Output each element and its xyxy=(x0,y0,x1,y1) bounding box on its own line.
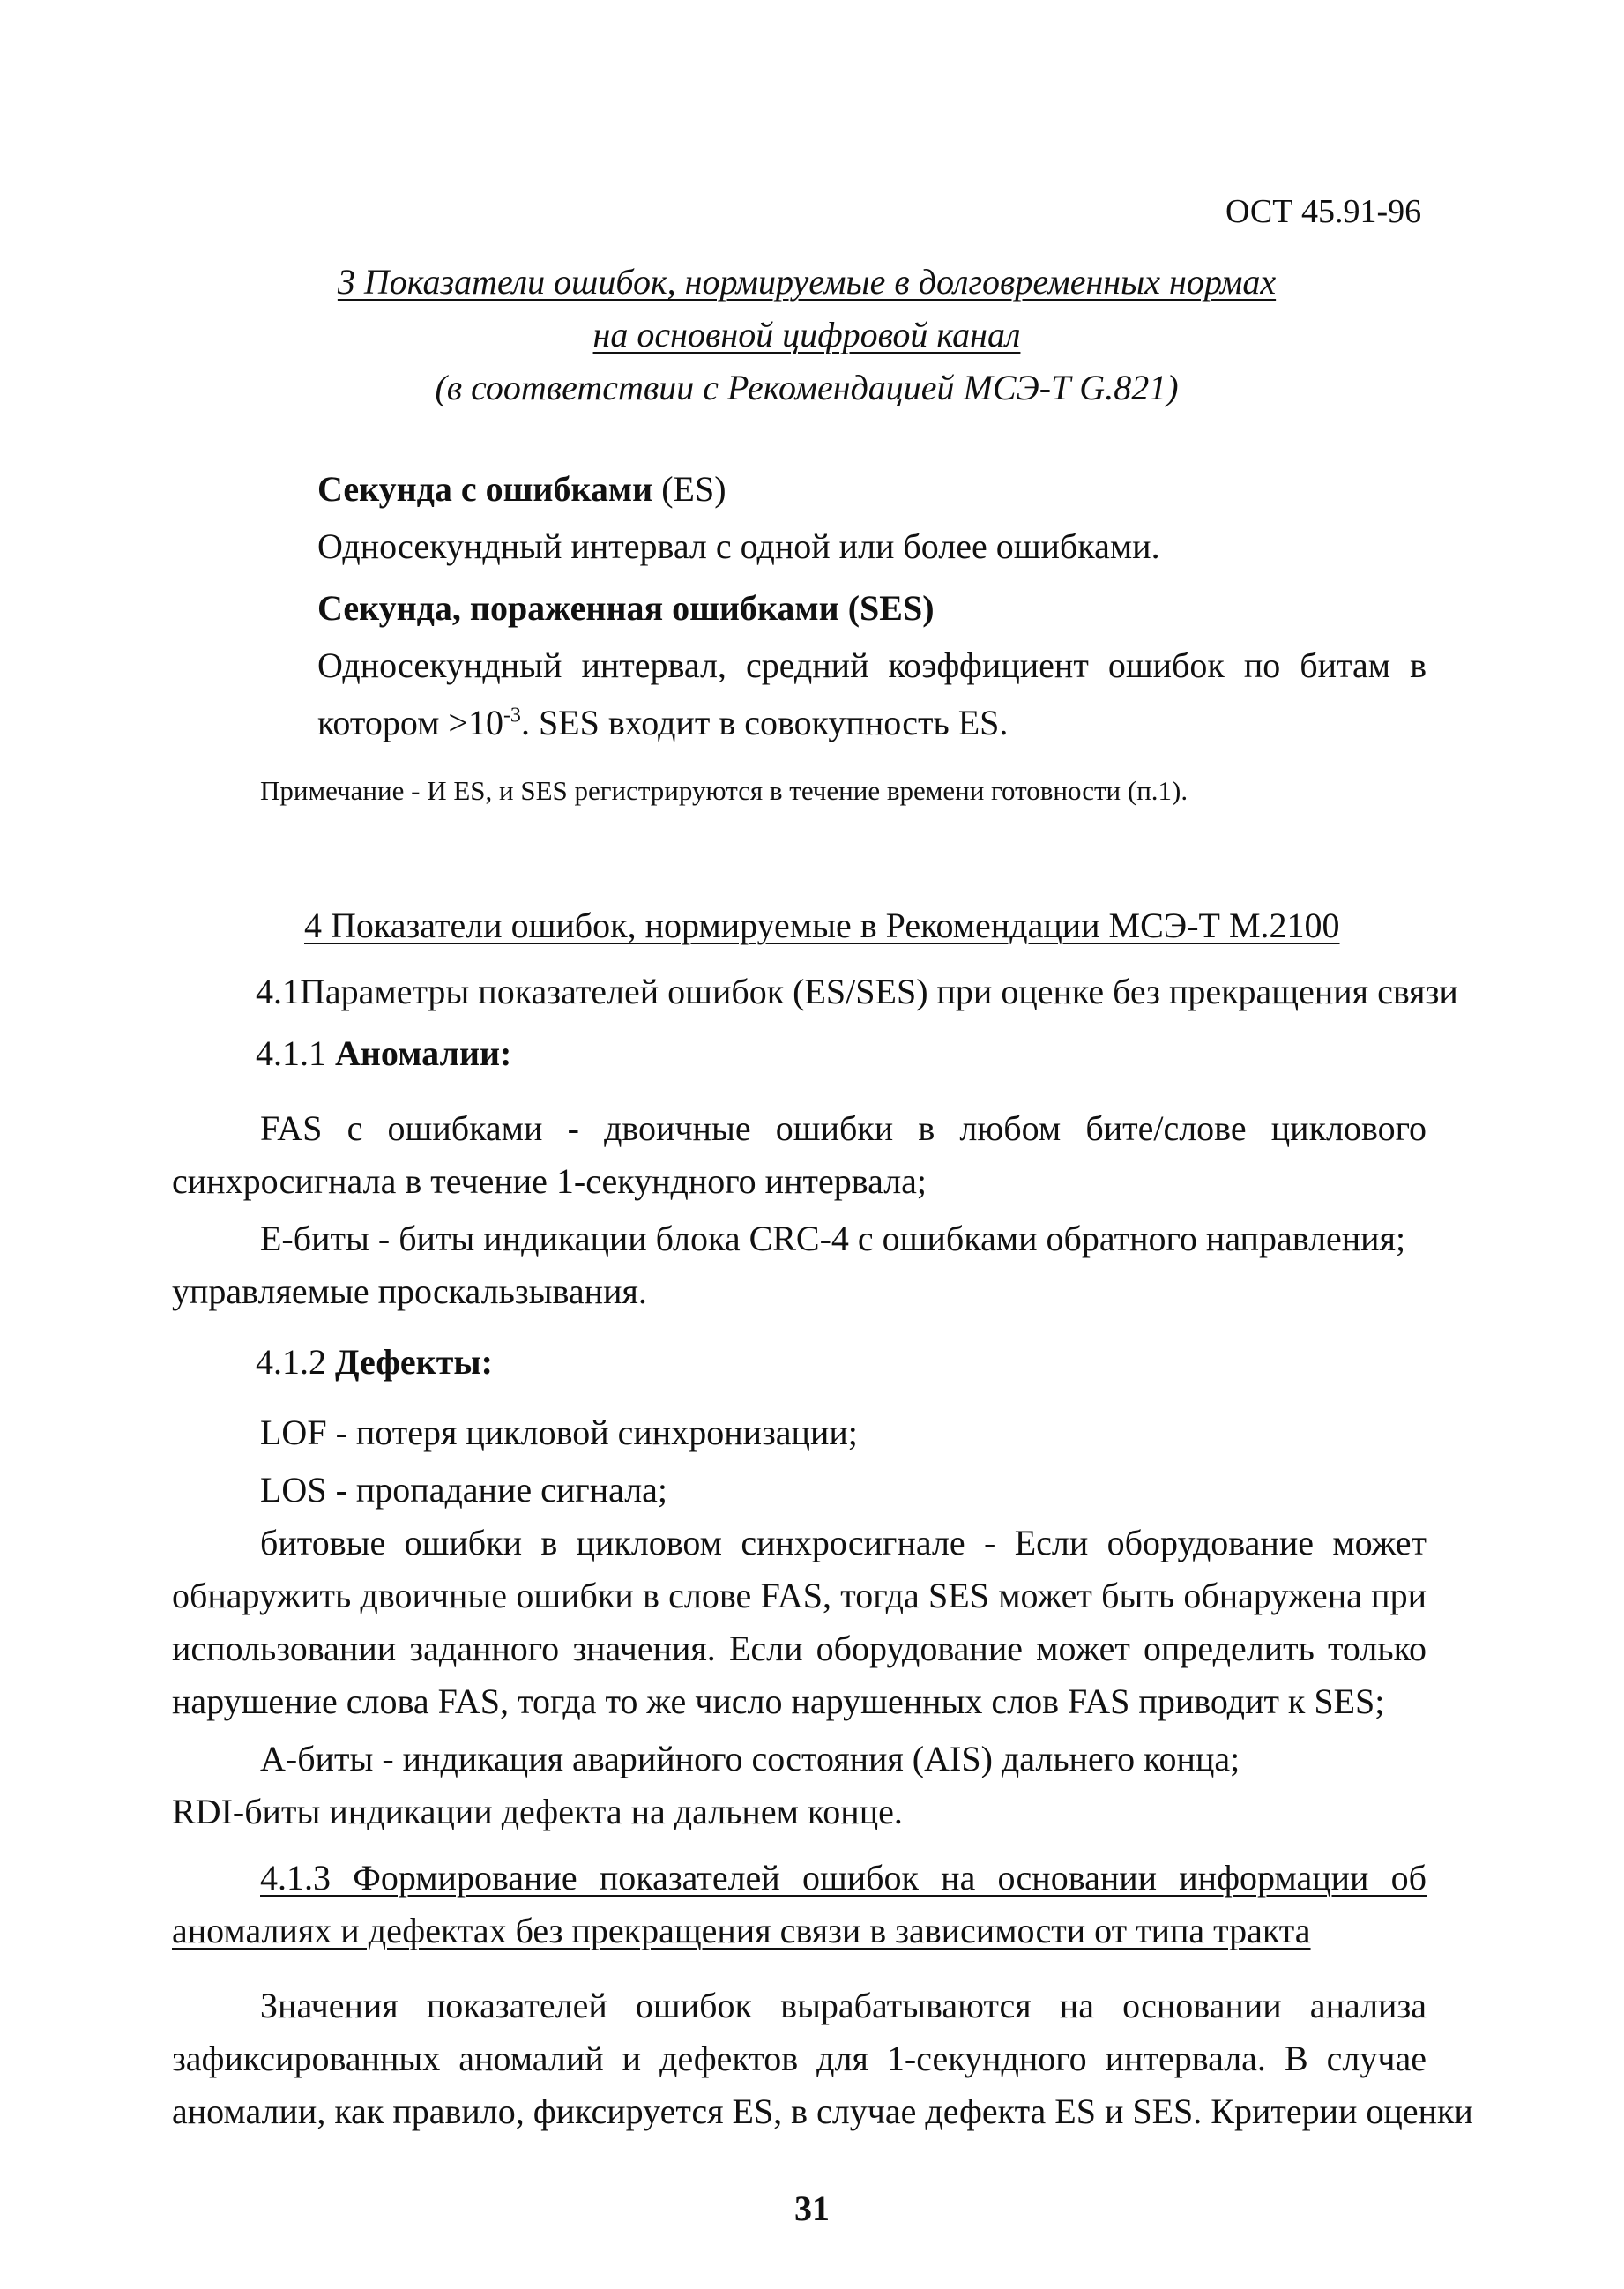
ses-definition-line1: Односекундный интервал, средний коэффициент ошибок по битам в xyxy=(317,645,1427,685)
ebits-line2: управляемые проскальзывания. xyxy=(172,1271,647,1311)
biterr-line1: битовые ошибки в цикловом синхросигнале - Если оборудование может xyxy=(260,1523,1427,1562)
para-4-1-3-line2: аномалиях и дефектах без прекращения связи в зависимости от типа тракта xyxy=(172,1911,1311,1950)
abits-item: А-биты - индикация аварийного состояния (AIS) дальнего конца; xyxy=(260,1739,1240,1778)
ebits-line1: Е-биты - биты индикации блока CRC-4 с ошибками обратного направления; xyxy=(260,1219,1406,1258)
values-line2: зафиксированных аномалий и дефектов для 1-секундного интервала. В случае xyxy=(172,2039,1427,2078)
ses-heading: Секунда, пораженная ошибками (SES) xyxy=(317,588,935,628)
biterr-line3: использовании заданного значения. Если оборудование может определить только xyxy=(172,1629,1427,1668)
los-item: LOS - пропадание сигнала; xyxy=(260,1470,668,1510)
para-4-1-2 xyxy=(256,1336,493,1389)
es-abbr: (ES) xyxy=(661,469,726,509)
para-4-1-1-number: 4.1.1 xyxy=(256,1033,326,1073)
rdi-item: RDI-биты индикации дефекта на дальнем конце. xyxy=(172,1792,903,1831)
es-heading-line xyxy=(317,463,726,516)
document-code: ОСТ 45.91-96 xyxy=(1225,193,1422,230)
biterr-line4: нарушение слова FAS, тогда то же число нарушенных слов FAS приводит к SES; xyxy=(172,1681,1385,1721)
ses-def-pre: котором >10 xyxy=(317,703,503,742)
para-4-1-2-heading: Дефекты: xyxy=(335,1342,493,1382)
section3-note: Примечание - И ES, и SES регистрируются в течение времени готовности (п.1). xyxy=(260,775,1188,806)
section3-title-line1: 3 Показатели ошибок, нормируемые в долговременных нормах xyxy=(337,262,1277,302)
section3-title-line2: на основной цифровой канал xyxy=(592,315,1021,354)
page-number: 31 xyxy=(794,2188,830,2228)
fas-line2: синхросигнала в течение 1-секундного интервала; xyxy=(172,1161,927,1201)
para-4-1-3-line1: 4.1.3 Формирование показателей ошибок на основании информации об xyxy=(260,1858,1427,1898)
es-definition: Односекундный интервал с одной или более ошибками. xyxy=(317,526,1160,566)
biterr-line2: обнаружить двоичные ошибки в слове FAS, тогда SES может быть обнаружена при xyxy=(172,1576,1427,1615)
values-line1: Значения показателей ошибок вырабатываются на основании анализа xyxy=(260,1986,1427,2025)
section3-subtitle: (в соответствии с Рекомендацией МСЭ-Т G.821) xyxy=(435,368,1179,407)
fas-line1: FAS с ошибками - двоичные ошибки в любом бите/слове циклового xyxy=(260,1108,1427,1148)
ses-def-exponent: -3 xyxy=(503,704,521,727)
values-line3: аномалии, как правило, фиксируется ES, в случае дефекта ES и SES. Критерии оценки xyxy=(172,2091,1473,2131)
para-4-1: 4.1Параметры показателей ошибок (ES/SES) при оценке без прекращения связи xyxy=(256,972,1458,1011)
ses-def-post: . SES входит в совокупность ES. xyxy=(520,703,1009,742)
para-4-1-1 xyxy=(256,1027,511,1080)
es-heading: Секунда с ошибками xyxy=(317,469,653,509)
ses-definition-line2 xyxy=(317,697,1008,749)
lof-item: LOF - потеря цикловой синхронизации; xyxy=(260,1413,858,1452)
para-4-1-1-heading: Аномалии: xyxy=(335,1033,512,1073)
para-4-1-2-number: 4.1.2 xyxy=(256,1342,326,1382)
section4-title: 4 Показатели ошибок, нормируемые в Рекомендации МСЭ-Т М.2100 xyxy=(304,906,1340,945)
